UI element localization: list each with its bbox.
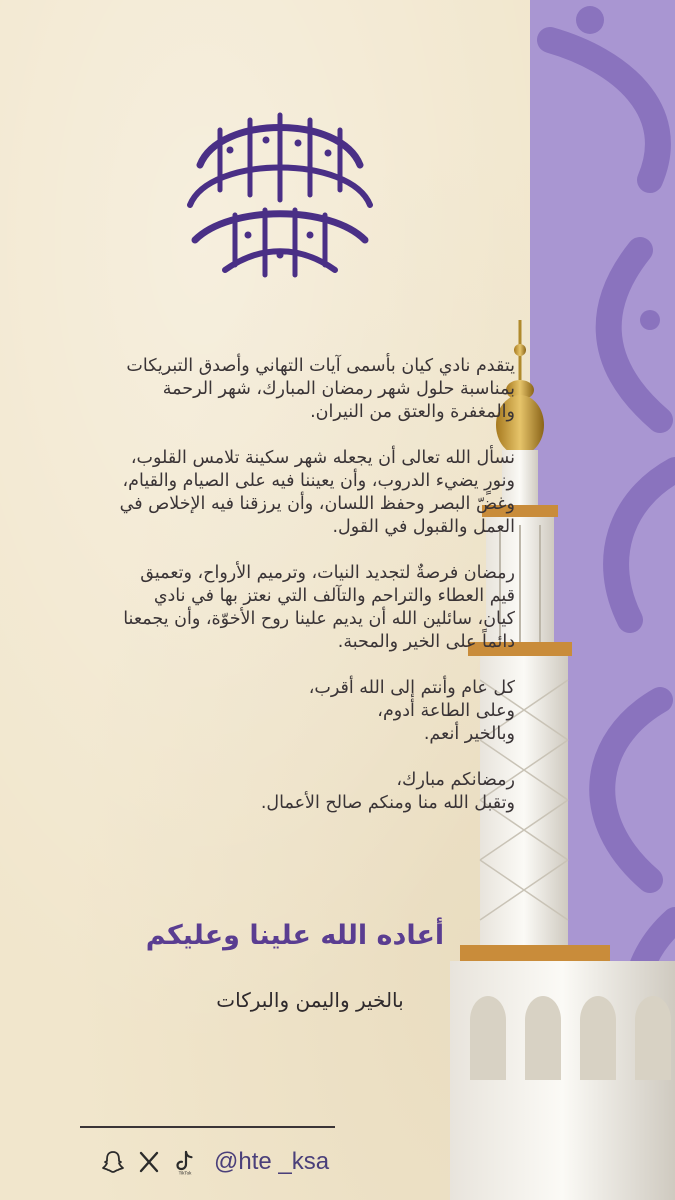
ramadan-calligraphy-emblem [170, 95, 390, 295]
text-line: وعلى الطاعة أدوم، [377, 701, 515, 721]
paragraph-opportunity [60, 562, 515, 654]
text-line: كيان، سائلين الله أن يديم علينا روح الأخوّة، وأن يجمعنا [123, 609, 515, 629]
tiktok-icon[interactable] [172, 1149, 198, 1175]
paragraph-intro [60, 355, 515, 424]
text-line: وغضّ البصر وحفظ اللسان، وأن يرزقنا فيه الإخلاص في [119, 494, 515, 514]
text-line: وتقبل الله منا ومنكم صالح الأعمال. [260, 793, 515, 813]
text-line: نسأل الله تعالى أن يجعله شهر سكينة تلامس القلوب، [130, 448, 515, 468]
text-line: وبالخير أنعم. [423, 724, 515, 744]
text-line: رمضانكم مبارك، [396, 770, 515, 790]
text-line: العمل والقبول في القول. [332, 517, 515, 537]
subline: بالخير واليمن والبركات [216, 988, 404, 1012]
x-icon[interactable] [136, 1149, 162, 1175]
paragraph-wishes [60, 677, 515, 746]
paragraph-prayer [60, 447, 515, 539]
tiktok-label: TikTok [178, 1170, 192, 1175]
text-line: يتقدم نادي كيان بأسمى آيات التهاني وأصدق التبريكات [126, 356, 515, 376]
text-line: رمضان فرصةٌ لتجديد النيات، وترميم الأرواح، وتعميق [140, 563, 515, 583]
text-line: والمغفرة والعتق من النيران. [310, 402, 515, 422]
social-footer [100, 1142, 329, 1182]
headline: أعاده الله علينا وعليكم [145, 920, 445, 951]
snapchat-icon[interactable] [100, 1149, 126, 1175]
text-line: ونورٍ يضيء الدروب، وأن يعيننا فيه على الصيام والقيام، [122, 471, 515, 491]
divider-line [80, 1126, 335, 1128]
text-line: قيم العطاء والتراحم والتآلف التي نعتز بها في نادي [153, 586, 515, 606]
text-line: كل عام وأنتم إلى الله أقرب، [308, 678, 515, 698]
greeting-body [60, 355, 515, 838]
text-line: دائماً على الخير والمحبة. [337, 632, 515, 652]
paragraph-closing [60, 769, 515, 815]
social-handle[interactable]: @hte _ksa [214, 1148, 330, 1175]
text-line: بمناسبة حلول شهر رمضان المبارك، شهر الرحمة [162, 379, 515, 399]
